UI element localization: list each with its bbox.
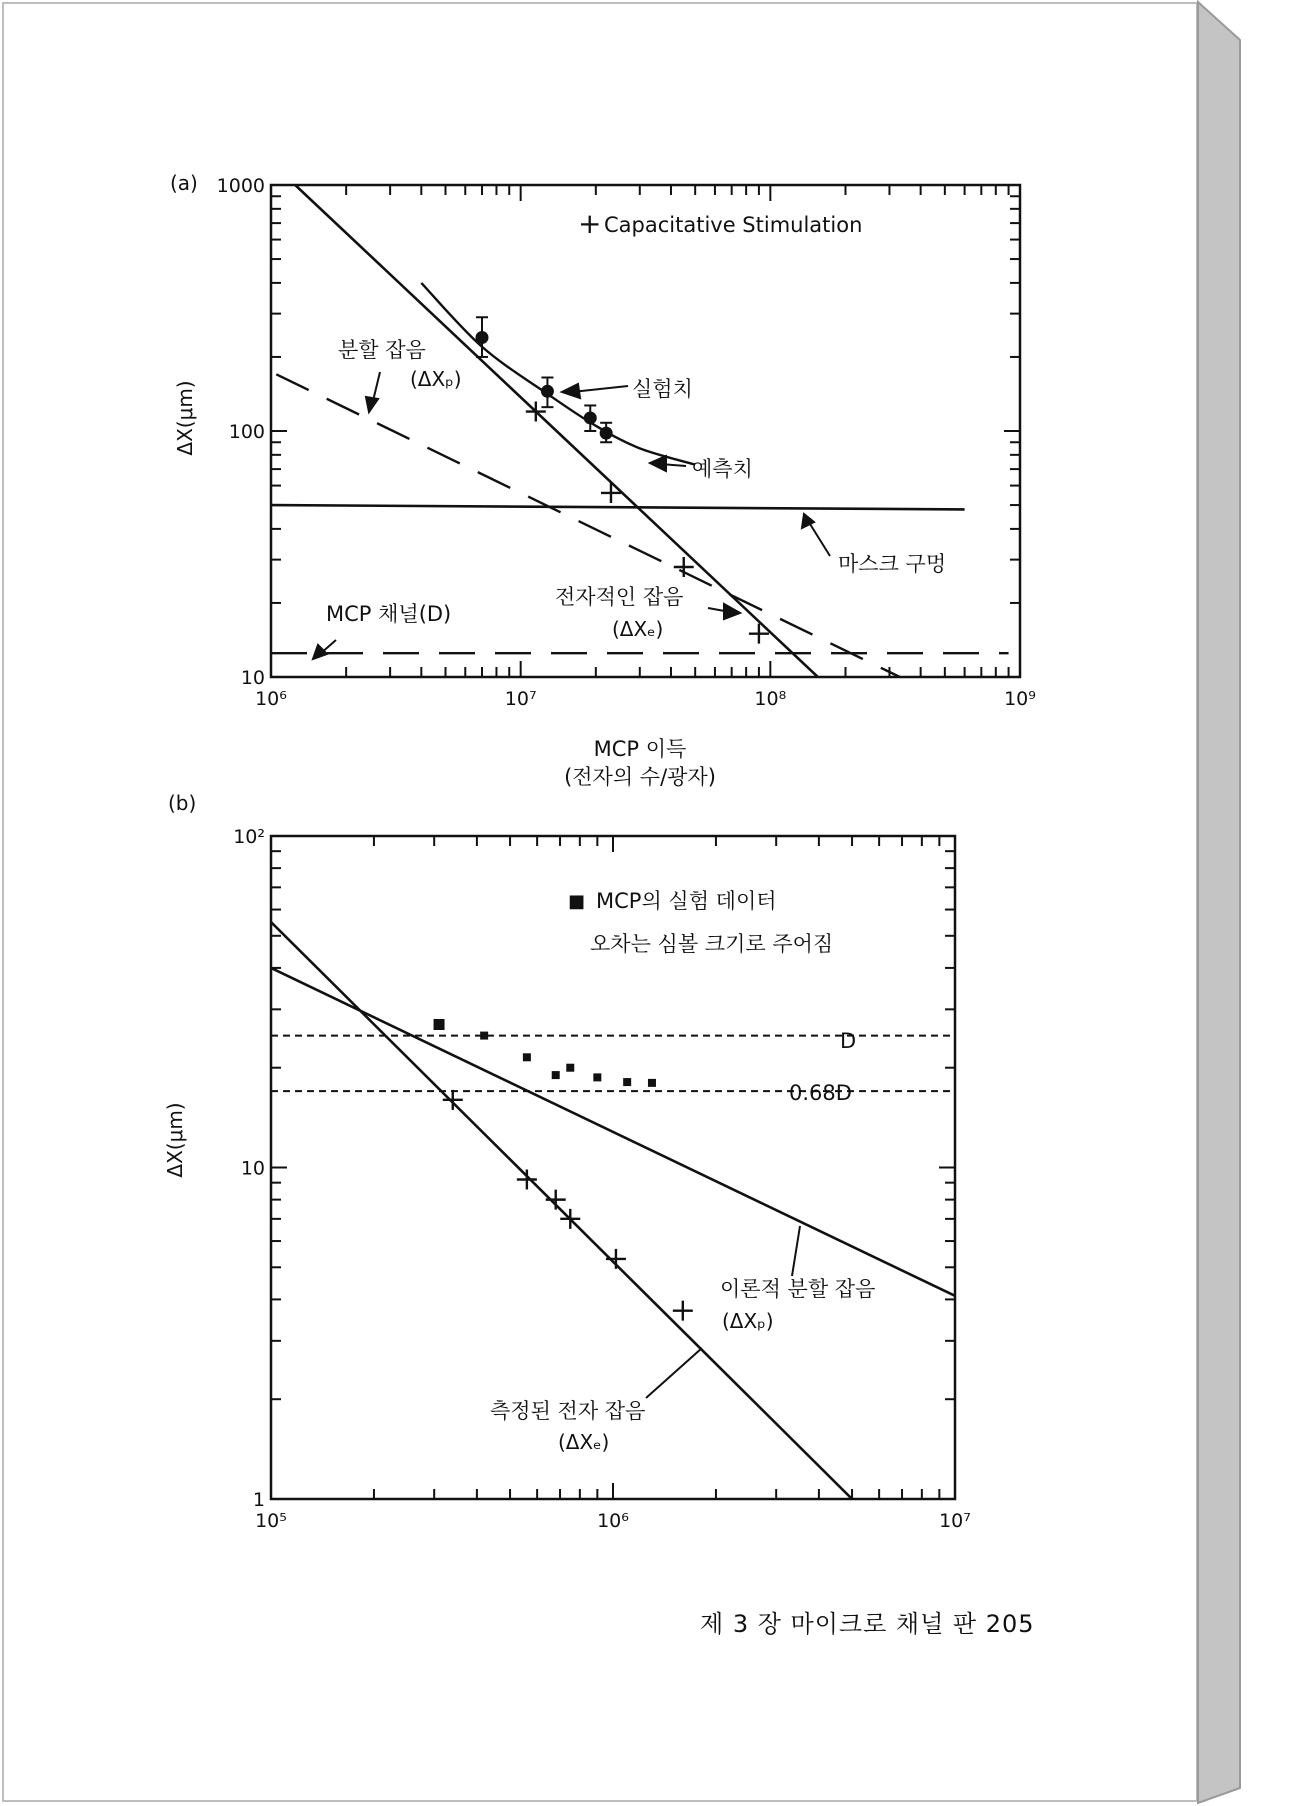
chart-b-x-tick-label: 10⁶ [597,1510,629,1532]
chart-a [0,0,1292,800]
annotation-068d-line: 0.68D [789,1081,852,1105]
arrowhead-mcp-channel [313,645,327,659]
annotation-theoretical-symbol: (ΔXₚ) [722,1309,774,1333]
arrowhead-predicted [650,456,666,471]
chart-a-x-tick-label: 10⁶ [255,688,287,710]
chart-a-data-point-plus [601,483,621,503]
chart-a-y-tick-label: 10 [240,667,265,689]
chart-a-series-curve-4 [421,283,695,465]
chart-a-y-tick-label: 100 [228,421,265,443]
chart-b-data-point-plus [546,1190,566,1210]
chart-a-data-point-dot [600,427,613,440]
chart-b-data-point-square [648,1079,656,1087]
chart-a-xlabel2: (전자의 수/광자) [564,765,716,789]
annotation-measured: 실험치 [632,377,693,401]
page-footer: 제 3 장 마이크로 채널 판 205 [700,1610,1035,1638]
chart-a-data-point-dot [541,385,554,398]
chart-a-y-tick-label: 1000 [216,175,265,197]
legend-b-symbol: ■ [568,891,586,912]
chart-b-series-line-0 [271,968,955,1296]
legend-b-text: MCP의 실험 데이터 [596,889,777,913]
annotation-measured-symbol: (ΔXₑ) [558,1430,610,1454]
chart-b-y-tick-label: 10² [233,826,265,848]
arrowhead-measured [562,384,580,398]
chart-b-x-tick-label: 10⁷ [939,1510,971,1532]
legend-b-text2: 오차는 심볼 크기로 주어짐 [590,932,834,956]
arrowhead-electronic-noise [724,604,740,619]
chart-b-data-point-square [623,1078,631,1086]
chart-b-y-tick-label: 1 [252,1489,265,1511]
leader-measured-electronic-noise [646,1348,702,1398]
chart-b-data-point-square [523,1053,531,1061]
chart-a-x-tick-label: 10⁷ [504,688,537,710]
chart-b-data-point-plus [606,1249,626,1269]
chart-b-data-point-plus [673,1301,693,1321]
annotation-split-noise-symbol: (ΔXₚ) [410,367,462,391]
annotation-measured-electronic-noise: 측정된 전자 잡음 [490,1399,646,1423]
chart-b [0,780,1292,1560]
chart-b-ylabel: ΔX(μm) [163,1102,187,1178]
chart-a-series-line-2 [271,505,965,509]
chart-a-x-tick-label: 10⁹ [1004,688,1036,710]
chart-a-data-point-dot [584,411,597,424]
chart-b-panel-label: (b) [168,791,197,815]
annotation-d-line: D [840,1029,857,1053]
annotation-predicted: 예측치 [692,457,753,481]
annotation-mask-hole: 마스크 구멍 [838,552,947,576]
chart-b-data-point-square [480,1032,488,1040]
chart-b-data-point-square [593,1073,601,1081]
chart-a-panel-label: (a) [170,171,198,195]
annotation-theoretical-split-noise: 이론적 분할 잡음 [720,1277,876,1301]
chart-b-x-tick-label: 10⁵ [255,1510,287,1532]
annotation-electronic-noise-symbol: (ΔXₑ) [612,617,664,641]
chart-a-data-point-dot [475,331,488,344]
chart-a-ylabel: ΔX(μm) [173,380,197,456]
chart-b-data-point-plus [443,1090,463,1110]
leader-theoretical-split-noise [792,1226,800,1276]
legend-a-symbol: + [578,207,602,240]
annotation-electronic-noise: 전자적인 잡음 [555,585,684,609]
arrow-mask-hole [810,524,830,556]
chart-b-data-point-square [434,1019,445,1030]
legend-a-text: Capacitative Stimulation [604,213,863,237]
chart-a-x-tick-label: 10⁸ [754,688,787,710]
annotation-mcp-channel: MCP 채널(D) [326,602,452,626]
chart-b-y-tick-label: 10 [240,1157,265,1180]
arrowhead-split-noise [366,397,378,412]
chart-b-data-point-square [566,1064,574,1072]
chart-a-data-point-plus [674,557,694,577]
chart-b-data-point-plus [517,1170,537,1190]
chart-b-data-point-square [552,1071,560,1079]
arrow-measured [572,386,628,392]
chart-a-xlabel: MCP 이득 [593,737,687,761]
annotation-split-noise: 분할 잡음 [338,338,426,362]
